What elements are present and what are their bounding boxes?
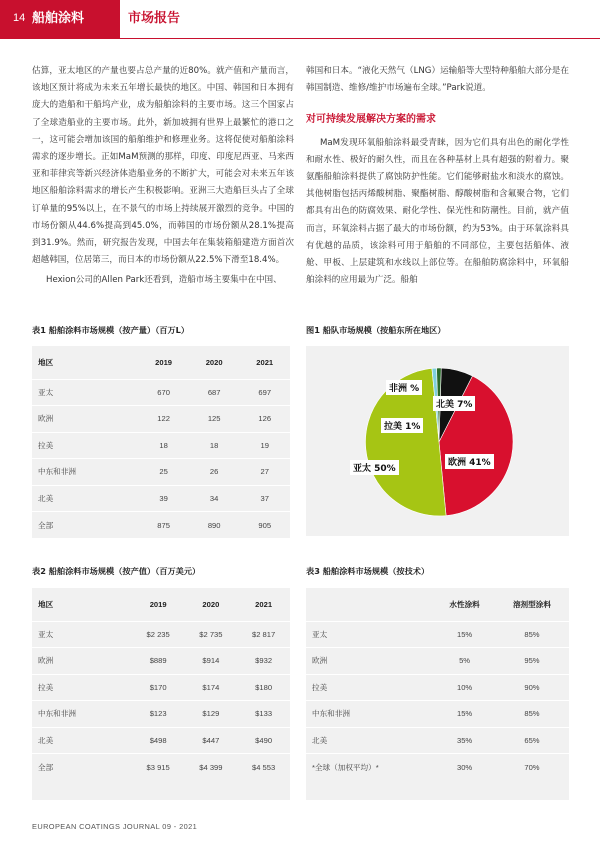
table2-cell: $123 xyxy=(132,701,185,728)
table3-cell: 5% xyxy=(434,648,495,675)
table3-cell: 30% xyxy=(434,754,495,781)
left-paragraph-2: Hexion公司的Allen Park还看到，造船市场主要集中在中国、 xyxy=(46,275,282,286)
page-header xyxy=(0,0,600,44)
table1-cell: 125 xyxy=(189,406,240,433)
table2-row xyxy=(32,674,290,701)
table1-cell: 687 xyxy=(189,379,240,406)
table2-cell: $133 xyxy=(237,701,290,728)
table2-cell: 北美 xyxy=(32,727,132,754)
table3-row xyxy=(306,754,569,781)
pie-label-africa: 非洲 % xyxy=(386,380,422,395)
table3-column-header xyxy=(306,588,434,621)
left-paragraph-1: 估算，亚太地区的产量也要占总产量的近80%。就产值和产量而言，该地区预计将成为未来五年增长最快的地区。中国、韩国和日本拥有庞大的造船和干船坞产业，成为船舶涂料的主要市场。这三个国家占了全球造船业的主要市场。此外，新加坡拥有世界上最繁忙的港口之一，这可能会增加该国的船舶维护和修理业务。这将促使对船舶涂料需求的逐步增长。正如MaM预测的那样，印度、印度尼西亚、马来西亚和菲律宾等新兴经济体造船业务的不断扩大，可能会对未来五年该地区船舶涂料需求的增长产生积极影响。亚洲三大造船巨头占了全球订单量的95%以上，在不景气的市场上持续展开激烈的竞争。中国的市场份额从44.6%提高到45.0%，而韩国的市场份额从28.1%提高到31.9%。然而，研究报告发现，中国去年在集装箱船建造方面首次超越韩国，位居第三，而日本的市场份额从22.5%下滑至18.4%。 xyxy=(32,66,294,266)
table3-cell: 95% xyxy=(495,648,569,675)
table1-cell: 26 xyxy=(189,459,240,486)
table3 xyxy=(306,588,569,800)
table1-cell: 拉美 xyxy=(32,432,138,459)
table2-cell: $490 xyxy=(237,727,290,754)
table3-row xyxy=(306,701,569,728)
table1-row xyxy=(32,512,290,539)
table2-cell: $2 735 xyxy=(185,621,238,648)
table2-cell: $2 235 xyxy=(132,621,185,648)
table3-column-header: 水性涂料 xyxy=(434,588,495,621)
table3-cell: *全球（加权平均）* xyxy=(306,754,434,781)
table1-cell: 39 xyxy=(138,485,189,512)
subsection-title: 市场报告 xyxy=(128,11,181,26)
table2-row xyxy=(32,701,290,728)
table1-cell: 欧洲 xyxy=(32,406,138,433)
table1-cell: 25 xyxy=(138,459,189,486)
table2-cell: $4 553 xyxy=(237,754,290,781)
table1-cell: 890 xyxy=(189,512,240,539)
table1-row xyxy=(32,432,290,459)
table3-row xyxy=(306,727,569,754)
right-text-column xyxy=(306,63,569,292)
table2 xyxy=(32,588,290,800)
table1-row xyxy=(32,459,290,486)
table1-cell: 北美 xyxy=(32,485,138,512)
table1-cell: 全部 xyxy=(32,512,138,539)
table1-cell: 27 xyxy=(239,459,290,486)
table2-row xyxy=(32,727,290,754)
left-text-column xyxy=(32,63,294,293)
table2-cell: $129 xyxy=(185,701,238,728)
table3-cell: 70% xyxy=(495,754,569,781)
header-rule xyxy=(0,38,600,39)
figure1-pie-panel xyxy=(306,346,569,536)
table2-column-header: 地区 xyxy=(32,588,132,621)
table1-column-header: 2019 xyxy=(138,346,189,379)
table1-cell: 亚太 xyxy=(32,379,138,406)
table1-cell: 905 xyxy=(239,512,290,539)
table3-grid xyxy=(306,588,569,780)
table2-row xyxy=(32,621,290,648)
table2-column-header: 2021 xyxy=(237,588,290,621)
table3-cell: 10% xyxy=(434,674,495,701)
table2-cell: $498 xyxy=(132,727,185,754)
table1-caption: 表1 船舶涂料市场规模（按产量）（百万L） xyxy=(32,325,190,335)
table3-row xyxy=(306,621,569,648)
table1-cell: 697 xyxy=(239,379,290,406)
table2-cell: $889 xyxy=(132,648,185,675)
table1-cell: 中东和非洲 xyxy=(32,459,138,486)
table3-cell: 15% xyxy=(434,701,495,728)
table2-cell: $447 xyxy=(185,727,238,754)
table1-cell: 34 xyxy=(189,485,240,512)
table2-cell: 中东和非洲 xyxy=(32,701,132,728)
table2-cell: $932 xyxy=(237,648,290,675)
table3-row xyxy=(306,648,569,675)
table3-cell: 65% xyxy=(495,727,569,754)
table2-cell: $2 817 xyxy=(237,621,290,648)
journal-footer: EUROPEAN COATINGS JOURNAL 09 - 2021 xyxy=(32,822,198,831)
table2-caption: 表2 船舶涂料市场规模（按产值）（百万美元） xyxy=(32,566,201,576)
table3-cell: 35% xyxy=(434,727,495,754)
pie-label-europe: 欧洲 41% xyxy=(445,454,494,469)
table1-row xyxy=(32,379,290,406)
table2-cell: $174 xyxy=(185,674,238,701)
table3-row xyxy=(306,674,569,701)
table1-row xyxy=(32,485,290,512)
table2-cell: $3 915 xyxy=(132,754,185,781)
table2-column-header: 2019 xyxy=(132,588,185,621)
table2-row xyxy=(32,648,290,675)
table3-header-row xyxy=(306,588,569,621)
table1-column-header: 地区 xyxy=(32,346,138,379)
table1 xyxy=(32,346,290,538)
table3-cell: 85% xyxy=(495,701,569,728)
table3-cell: 90% xyxy=(495,674,569,701)
table3-cell: 北美 xyxy=(306,727,434,754)
section-title: 船舶涂料 xyxy=(24,0,120,38)
table1-cell: 37 xyxy=(239,485,290,512)
table2-grid xyxy=(32,588,290,780)
table3-cell: 中东和非洲 xyxy=(306,701,434,728)
table2-cell: $4 399 xyxy=(185,754,238,781)
table1-cell: 875 xyxy=(138,512,189,539)
figure1-caption: 图1 船队市场规模（按船东所在地区） xyxy=(306,325,446,335)
table2-cell: 全部 xyxy=(32,754,132,781)
table2-cell: $180 xyxy=(237,674,290,701)
table3-column-header: 溶剂型涂料 xyxy=(495,588,569,621)
table1-cell: 18 xyxy=(138,432,189,459)
table1-cell: 126 xyxy=(239,406,290,433)
right-paragraph-1: 韩国和日本。“液化天然气（LNG）运输船等大型特种船舶大部分是在韩国制造、维修/维护市场遍布全球。”Park说道。 xyxy=(306,66,569,94)
table3-cell: 亚太 xyxy=(306,621,434,648)
table2-cell: $170 xyxy=(132,674,185,701)
table3-cell: 15% xyxy=(434,621,495,648)
pie-label-asia-pacific: 亚太 50% xyxy=(350,460,399,475)
table1-row xyxy=(32,406,290,433)
section-heading: 对可持续发展解决方案的需求 xyxy=(306,114,436,126)
table2-cell: 欧洲 xyxy=(32,648,132,675)
table2-column-header: 2020 xyxy=(185,588,238,621)
table3-cell: 85% xyxy=(495,621,569,648)
table1-column-header: 2020 xyxy=(189,346,240,379)
pie-label-latin-america: 拉美 1% xyxy=(381,418,423,433)
pie-label-north-america: 北美 7% xyxy=(433,396,475,411)
table1-cell: 670 xyxy=(138,379,189,406)
right-paragraph-2: MaM发现环氧船舶涂料最受青睐，因为它们具有出色的耐化学性和耐水性、极好的耐久性，而且在各种基材上具有超强的附着力。聚氨酯船舶涂料提供了腐蚀防护性能。它们能够耐盐水和淡水的腐蚀。其他树脂包括丙烯酸树脂、聚酯树脂、醇酸树脂和含氟聚合物，它们都具有出色的防腐效果、耐化学性、保光性和防潮性。目前，就产值而言，环氧涂料占据了最大的市场份额，约为53%。由于环氧涂料具有优越的品质，该涂料可用于船舶的不同部位，主要包括船体、液舱、甲板、上层建筑和水线以上部位等。在船舶防腐涂料中，环氧船舶涂料的应用最为广泛。船舶 xyxy=(306,137,569,286)
table3-cell: 欧洲 xyxy=(306,648,434,675)
table2-cell: 拉美 xyxy=(32,674,132,701)
table2-cell: $914 xyxy=(185,648,238,675)
table1-cell: 19 xyxy=(239,432,290,459)
table3-caption: 表3 船舶涂料市场规模（按技术） xyxy=(306,566,430,576)
table1-column-header: 2021 xyxy=(239,346,290,379)
table1-cell: 18 xyxy=(189,432,240,459)
table2-cell: 亚太 xyxy=(32,621,132,648)
figure1-pie-chart xyxy=(306,346,569,536)
page-number: 14 xyxy=(13,12,26,24)
table1-cell: 122 xyxy=(138,406,189,433)
table1-header-row xyxy=(32,346,290,379)
table3-cell: 拉美 xyxy=(306,674,434,701)
table2-header-row xyxy=(32,588,290,621)
table2-row xyxy=(32,754,290,781)
table1-grid xyxy=(32,346,290,538)
